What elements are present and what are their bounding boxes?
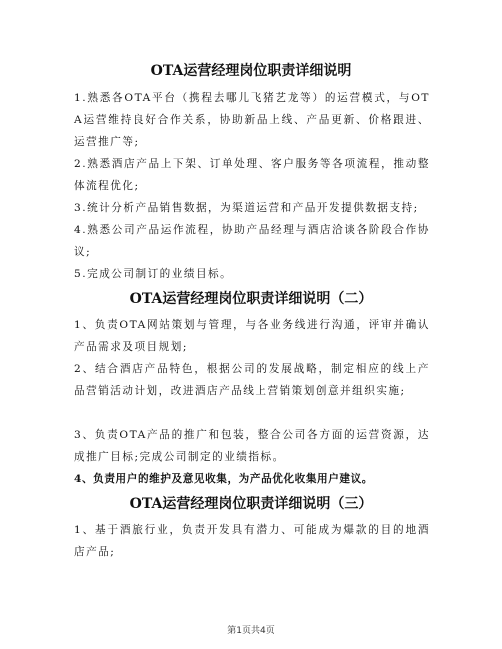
section-1-item-3: 3.统计分析产品销售数据，为渠道运营和产品开发提供数据支持; xyxy=(74,202,419,214)
section-title-1: OTA运营经理岗位职责详细说明 xyxy=(150,63,352,79)
page-footer: 第1页共4页 xyxy=(227,626,275,636)
section-3-item-1: 1、基于酒旅行业，负责开发具有潜力、可能成为爆款的目的地酒店产品; xyxy=(74,524,430,558)
section-2-item-2: 2、结合酒店产品特色，根据公司的发展战略，制定相应的线上产品营销活动计划，改进酒店产品线上营销策划创意并组织实施; xyxy=(74,363,430,397)
section-2-item-4: 4、负责用户的维护及意见收集，为产品优化收集用户建议。 xyxy=(74,473,374,485)
section-1-item-4: 4.熟悉公司产品运作流程，协助产品经理与酒店洽谈各阶段合作协议; xyxy=(74,224,430,258)
section-title-2: OTA运营经理岗位职责详细说明（二） xyxy=(129,291,373,307)
section-2-item-3: 3、负责OTA产品的推广和包装，整合公司各方面的运营资源，达成推广目标;完成公司制定的业绩指标。 xyxy=(74,429,430,463)
section-title-3: OTA运营经理岗位职责详细说明（三） xyxy=(129,496,373,512)
section-2-item-1: 1、负责OTA网站策划与管理，与各业务线进行沟通，评审并确认产品需求及项目规划; xyxy=(74,319,430,353)
section-1-item-5: 5.完成公司制订的业绩目标。 xyxy=(74,268,233,280)
section-1-item-1: 1.熟悉各OTA平台（携程去哪儿飞猪艺龙等）的运营模式，与OTA运营维持良好合作关系，协助新品上线、产品更新、价格跟进、运营推广等; xyxy=(74,92,430,148)
section-1-item-2: 2.熟悉酒店产品上下架、订单处理、客户服务等各项流程，推动整体流程优化; xyxy=(74,158,430,192)
